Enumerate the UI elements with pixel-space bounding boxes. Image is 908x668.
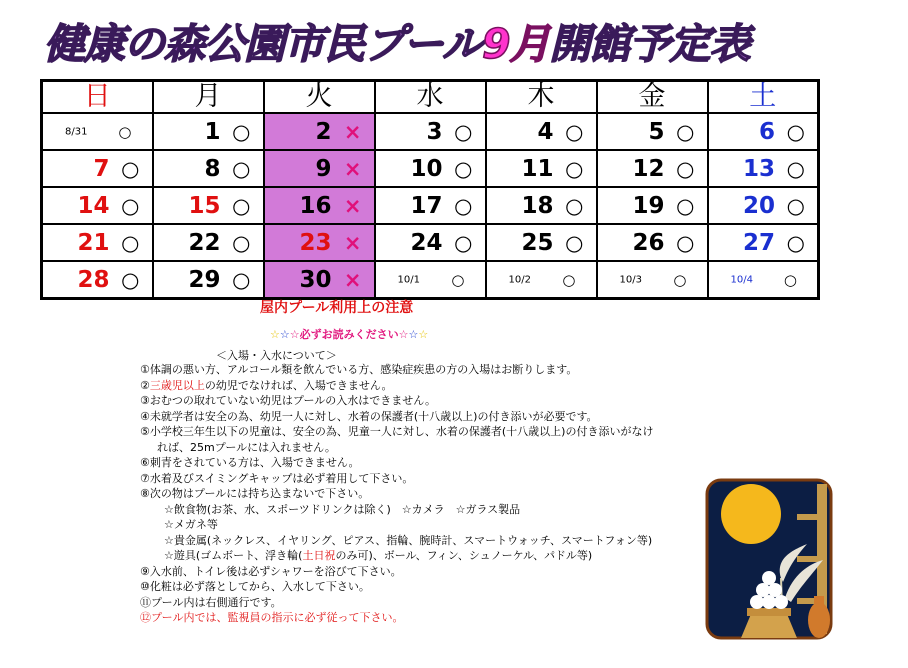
- title-month: 9月: [481, 20, 550, 68]
- rule-text: ☆メガネ等: [164, 518, 218, 531]
- rule-text: ☆貴金属(ネックレス、イヤリング、ピアス、指輪、腕時計、スマートウォッチ、スマートフォン等): [164, 533, 653, 547]
- rule-item: [140, 564, 660, 580]
- closed-mark: ×: [343, 267, 362, 292]
- calendar-day-cell: [375, 150, 486, 187]
- open-mark: ○: [565, 156, 584, 181]
- rule-text: ☆遊具(ゴムボート、浮き輪(: [164, 549, 303, 562]
- calendar-day-cell: [264, 150, 375, 187]
- calendar-day-cell: [486, 113, 597, 150]
- day-number: 30: [299, 266, 332, 293]
- day-cell-content: [376, 225, 485, 260]
- day-cell-content: [43, 225, 152, 260]
- day-cell-content: [376, 151, 485, 186]
- day-cell-content: [487, 225, 596, 260]
- rule-item: [140, 471, 660, 487]
- open-mark: ○: [451, 270, 465, 289]
- open-mark: ○: [232, 267, 251, 292]
- day-cell-content: [43, 262, 152, 297]
- open-mark: ○: [454, 119, 473, 144]
- rule-highlight: ⑫プール内では、監視員の指示に必ず従って下さい。: [140, 611, 404, 624]
- day-cell-content: [598, 225, 707, 260]
- weekday-header: 火: [264, 81, 375, 114]
- page-title: [44, 14, 824, 74]
- open-mark: ○: [673, 270, 687, 289]
- calendar-day-cell: [375, 224, 486, 261]
- calendar-week-row: [42, 113, 819, 150]
- open-mark: ○: [676, 156, 695, 181]
- rule-text: ⑧次の物はプールには持ち込まないで下さい。: [140, 487, 370, 500]
- calendar-day-cell: [486, 150, 597, 187]
- day-number: 1: [204, 118, 221, 145]
- rule-text: ④未就学者は安全の為、幼児一人に対し、水着の保護者(十八歳以上)の付き添いが必要です。: [140, 409, 598, 423]
- day-number: 9: [315, 155, 332, 182]
- calendar-day-cell: [153, 113, 264, 150]
- calendar-day-cell: [597, 224, 708, 261]
- day-number: 6: [758, 118, 775, 145]
- calendar-day-cell: [42, 224, 153, 261]
- calendar-day-cell: [486, 261, 597, 299]
- rule-item: [140, 595, 660, 611]
- day-number: 19: [632, 192, 665, 219]
- open-mark: ○: [565, 230, 584, 255]
- day-cell-content: [265, 262, 374, 297]
- day-number: 14: [77, 192, 110, 219]
- rule-text: ⑩化粧は必ず落としてから、入水して下さい。: [140, 580, 370, 593]
- open-mark: ○: [786, 230, 805, 255]
- day-number: 11: [521, 155, 554, 182]
- day-number: 18: [521, 192, 554, 219]
- open-mark: ○: [118, 122, 132, 141]
- rule-text: ☆飲食物(お茶、水、スポーツドリンクは除く) ☆カメラ ☆ガラス製品: [164, 502, 521, 516]
- rule-highlight: 土日祝: [302, 549, 336, 562]
- day-cell-content: [709, 114, 818, 149]
- weekday-header: 日: [42, 81, 153, 114]
- notice-title: 屋内プール利用上の注意: [260, 300, 414, 316]
- rule-highlight: 三歳児以上: [149, 378, 205, 392]
- rule-text: ⑦水着及びスイミングキャップは必ず着用して下さい。: [140, 471, 414, 485]
- calendar-day-cell: [375, 261, 486, 299]
- weekday-header: 月: [153, 81, 264, 114]
- day-number: 2: [315, 118, 332, 145]
- day-cell-content: [265, 225, 374, 260]
- read-note: [270, 326, 428, 342]
- open-mark: ○: [676, 193, 695, 218]
- day-cell-content: [709, 225, 818, 260]
- calendar-day-cell: [486, 224, 597, 261]
- calendar-week-row: [42, 187, 819, 224]
- day-number: 15: [188, 192, 221, 219]
- day-cell-content: [265, 188, 374, 223]
- day-cell-content: [598, 151, 707, 186]
- day-number: 4: [537, 118, 554, 145]
- day-number: 26: [632, 229, 665, 256]
- open-mark: ○: [121, 193, 140, 218]
- read-note-text: 必ずお読みください: [299, 328, 399, 341]
- rule-text: ①体調の悪い方、アルコール類を飲んでいる方、感染症疾患の方の入場はお断りします。: [140, 363, 578, 376]
- day-number: 10: [410, 155, 443, 182]
- open-mark: ○: [121, 267, 140, 292]
- rules-heading: ＜入場・入水について＞: [216, 349, 337, 362]
- weekday-header-row: [42, 81, 819, 114]
- calendar-day-cell: [264, 187, 375, 224]
- rule-item: [140, 455, 660, 471]
- day-number: 27: [742, 229, 775, 256]
- open-mark: ○: [786, 119, 805, 144]
- star-icon: ☆☆☆: [398, 328, 429, 341]
- calendar-day-cell: [153, 150, 264, 187]
- calendar-day-cell: [375, 113, 486, 150]
- day-number: 12: [632, 155, 665, 182]
- day-cell-content: [487, 188, 596, 223]
- calendar-day-cell: [153, 224, 264, 261]
- day-cell-content: [43, 188, 152, 223]
- day-number: 17: [410, 192, 443, 219]
- day-cell-content: [154, 225, 263, 260]
- open-mark: ○: [786, 156, 805, 181]
- open-mark: ○: [676, 119, 695, 144]
- calendar-day-cell: [153, 187, 264, 224]
- day-date-small: 10/3: [619, 274, 642, 285]
- day-cell-content: [154, 151, 263, 186]
- day-cell-content: [487, 262, 596, 297]
- calendar-day-cell: [708, 150, 819, 187]
- open-mark: ○: [786, 193, 805, 218]
- calendar-day-cell: [264, 224, 375, 261]
- rule-text: ⑤小学校三年生以下の児童は、安全の為、児童一人に対し、水着の保護者(十八歳以上)の付き添いがなければ、25mプールには入れません。: [140, 425, 654, 454]
- calendar-day-cell: [375, 187, 486, 224]
- day-cell-content: [265, 151, 374, 186]
- rule-item: [140, 548, 660, 564]
- calendar-day-cell: [597, 187, 708, 224]
- rules-list: [140, 362, 660, 626]
- weekday-header: 木: [486, 81, 597, 114]
- calendar-table: [40, 79, 820, 300]
- day-cell-content: [487, 151, 596, 186]
- day-cell-content: [376, 188, 485, 223]
- open-mark: ○: [454, 156, 473, 181]
- day-number: 20: [742, 192, 775, 219]
- day-date-small: 10/4: [730, 274, 753, 285]
- rule-item: [140, 424, 660, 455]
- star-icon: ☆☆☆: [270, 328, 300, 341]
- rule-item: [140, 362, 660, 378]
- rule-item: [140, 502, 660, 518]
- calendar-day-cell: [708, 224, 819, 261]
- rule-item: [140, 610, 660, 626]
- calendar-week-row: [42, 224, 819, 261]
- day-number: 25: [521, 229, 554, 256]
- rule-text: ③おむつの取れていない幼児はプールの入水はできません。: [140, 394, 436, 407]
- day-date-small: 10/1: [397, 274, 420, 285]
- day-cell-content: [709, 262, 818, 297]
- day-cell-content: [376, 114, 485, 149]
- open-mark: ○: [562, 270, 576, 289]
- rule-text: ⑪プール内は右側通行です。: [140, 595, 282, 609]
- open-mark: ○: [454, 230, 473, 255]
- day-cell-content: [43, 114, 152, 149]
- calendar-day-cell: [264, 113, 375, 150]
- day-cell-content: [376, 262, 485, 297]
- rule-item: [140, 378, 660, 394]
- calendar-day-cell: [708, 113, 819, 150]
- open-mark: ○: [783, 270, 797, 289]
- calendar-day-cell: [153, 261, 264, 299]
- moon-viewing-icon: [705, 478, 833, 644]
- day-cell-content: [154, 188, 263, 223]
- open-mark: ○: [676, 230, 695, 255]
- day-date-small: 10/2: [508, 274, 531, 285]
- closed-mark: ×: [343, 193, 362, 218]
- closed-mark: ×: [343, 230, 362, 255]
- calendar-week-row: [42, 150, 819, 187]
- day-number: 8: [204, 155, 221, 182]
- open-mark: ○: [232, 193, 251, 218]
- closed-mark: ×: [343, 119, 362, 144]
- calendar-day-cell: [264, 261, 375, 299]
- calendar-day-cell: [42, 187, 153, 224]
- calendar-day-cell: [42, 261, 153, 299]
- day-cell-content: [709, 151, 818, 186]
- rule-text: ⑥刺青をされている方は、入場できません。: [140, 456, 360, 469]
- rule-text: ②: [140, 378, 150, 392]
- rule-item: [140, 533, 660, 549]
- day-number: 7: [93, 155, 110, 182]
- day-cell-content: [598, 188, 707, 223]
- rule-item: [140, 409, 660, 425]
- day-cell-content: [154, 114, 263, 149]
- day-number: 16: [299, 192, 332, 219]
- day-number: 29: [188, 266, 221, 293]
- day-cell-content: [709, 188, 818, 223]
- open-mark: ○: [232, 156, 251, 181]
- calendar-week-row: [42, 261, 819, 299]
- open-mark: ○: [565, 119, 584, 144]
- calendar-day-cell: [42, 150, 153, 187]
- day-number: 21: [77, 229, 110, 256]
- rule-item: [140, 486, 660, 502]
- calendar-day-cell: [708, 261, 819, 299]
- calendar-day-cell: [597, 113, 708, 150]
- day-cell-content: [487, 114, 596, 149]
- open-mark: ○: [232, 119, 251, 144]
- open-mark: ○: [454, 193, 473, 218]
- day-date-small: 8/31: [65, 126, 88, 137]
- day-number: 24: [410, 229, 443, 256]
- calendar-day-cell: [42, 113, 153, 150]
- day-number: 5: [648, 118, 665, 145]
- day-cell-content: [265, 114, 374, 149]
- calendar-day-cell: [708, 187, 819, 224]
- day-cell-content: [598, 262, 707, 297]
- weekday-header: 土: [708, 81, 819, 114]
- day-number: 13: [742, 155, 775, 182]
- day-cell-content: [43, 151, 152, 186]
- calendar-day-cell: [486, 187, 597, 224]
- title-facility: 健康の森公園市民プール: [44, 20, 482, 68]
- calendar-day-cell: [597, 261, 708, 299]
- weekday-header: 水: [375, 81, 486, 114]
- rule-text: ⑨入水前、トイレ後は必ずシャワーを浴びて下さい。: [140, 564, 402, 578]
- day-number: 28: [77, 266, 110, 293]
- day-number: 22: [188, 229, 221, 256]
- open-mark: ○: [121, 156, 140, 181]
- open-mark: ○: [121, 230, 140, 255]
- rule-item: [140, 517, 660, 533]
- calendar-day-cell: [597, 150, 708, 187]
- closed-mark: ×: [343, 156, 362, 181]
- open-mark: ○: [232, 230, 251, 255]
- day-cell-content: [154, 262, 263, 297]
- weekday-header: 金: [597, 81, 708, 114]
- day-cell-content: [598, 114, 707, 149]
- title-schedule: 開館予定表: [549, 20, 750, 68]
- rule-item: [140, 393, 660, 409]
- rule-item: [140, 579, 660, 595]
- rule-text: のみ可)、ボール、フィン、シュノーケル、パドル等): [335, 549, 593, 562]
- rule-text: の幼児でなければ、入場できません。: [204, 378, 393, 392]
- day-number: 23: [299, 229, 332, 256]
- open-mark: ○: [565, 193, 584, 218]
- day-number: 3: [426, 118, 443, 145]
